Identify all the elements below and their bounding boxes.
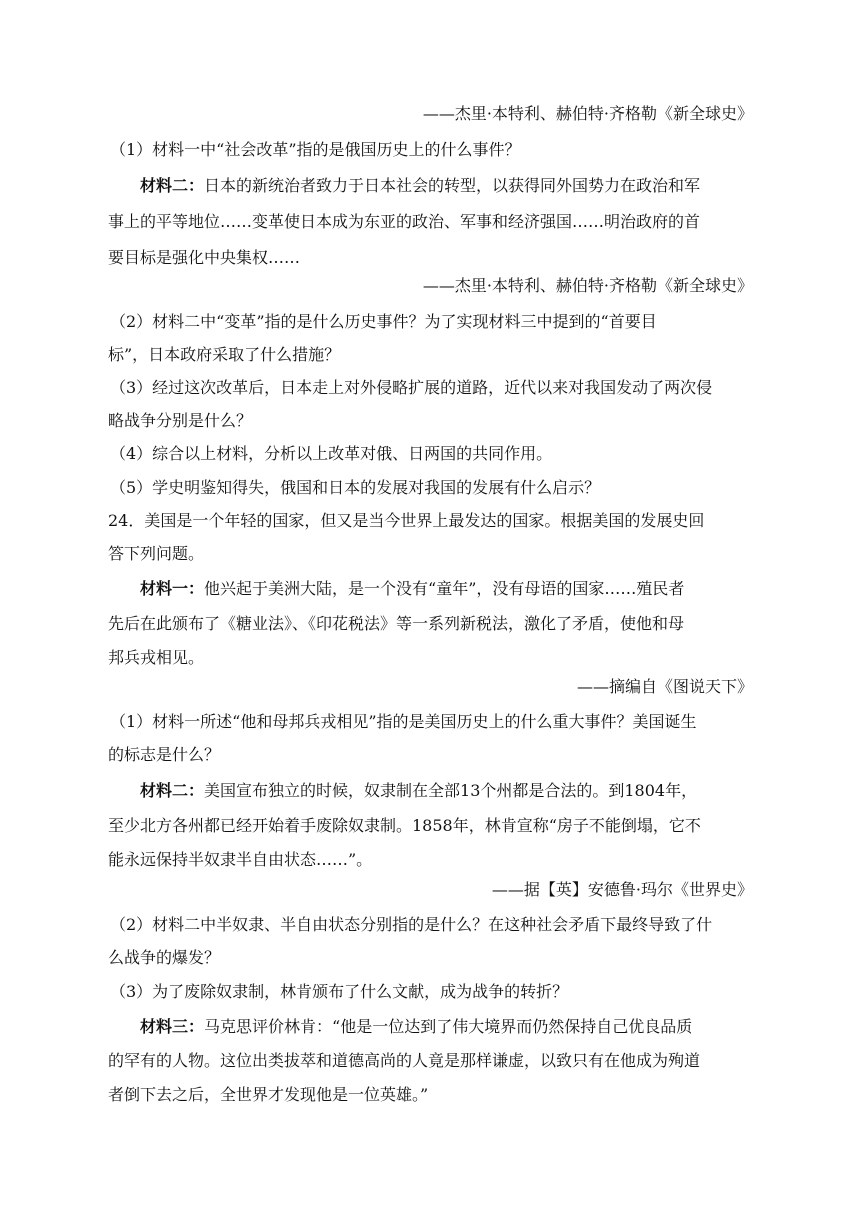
material-paragraph: 邦兵戎相见。 <box>108 648 205 667</box>
question-line: （2）材料二中半奴隶、半自由状态分别指的是什么？在这种社会矛盾下最终导致了什 <box>110 915 713 934</box>
material-paragraph: 材料二：日本的新统治者致力于日本社会的转型，以获得同外国势力在政治和军 <box>140 176 701 195</box>
question-line: （1）材料一所述“他和母邦兵戎相见”指的是美国历史上的什么重大事件？美国诞生 <box>110 712 697 731</box>
question-line: 标”，日本政府采取了什么措施？ <box>108 345 341 364</box>
source-citation: ——据【英】安德鲁·玛尔《世界史》 <box>491 880 753 899</box>
question-stem: 24．美国是一个年轻的国家，但又是当今世界上最发达的国家。根据美国的发展史回 <box>108 511 705 530</box>
material-paragraph: 材料二：美国宣布独立的时候，奴隶制在全部13个州都是合法的。到1804年， <box>140 781 698 800</box>
question-line: （4）综合以上材料，分析以上改革对俄、日两国的共同作用。 <box>110 444 553 463</box>
source-citation: ——杰里·本特利、赫伯特·齐格勒《新全球史》 <box>422 104 753 123</box>
question-stem: 答下列问题。 <box>108 544 205 563</box>
material-paragraph: 要目标是强化中央集权…… <box>108 248 301 267</box>
question-line: （2）材料二中“变革”指的是什么历史事件？为了实现材料三中提到的“首要目 <box>110 312 657 331</box>
material-label: 材料一： <box>140 579 205 598</box>
question-line: （3）为了废除奴隶制，林肯颁布了什么文献，成为战争的转折？ <box>110 982 569 1001</box>
source-citation: ——摘编自《图说天下》 <box>576 677 753 696</box>
question-line: （5）学史明鉴知得失，俄国和日本的发展对我国的发展有什么启示？ <box>110 478 601 497</box>
source-citation: ——杰里·本特利、赫伯特·齐格勒《新全球史》 <box>422 276 753 295</box>
material-label: 材料二： <box>140 781 205 800</box>
question-line: 的标志是什么？ <box>108 745 221 764</box>
material-paragraph: 的罕有的人物。这位出类拔萃和道德高尚的人竟是那样谦虚，以致只有在他成为殉道 <box>108 1051 701 1070</box>
material-paragraph: 能永远保持半奴隶半自由状态……”。 <box>108 850 373 869</box>
material-paragraph: 材料一：他兴起于美洲大陆，是一个没有“童年”，没有母语的国家……殖民者 <box>140 579 685 598</box>
question-line: （1）材料一中“社会改革”指的是俄国历史上的什么事件？ <box>110 140 521 159</box>
material-label: 材料三： <box>140 1017 205 1036</box>
material-paragraph: 者倒下去之后，全世界才发现他是一位英雄。” <box>108 1085 429 1104</box>
material-paragraph: 先后在此颁布了《糖业法》、《印花税法》等一系列新税法，激化了矛盾，使他和母 <box>108 614 685 633</box>
material-paragraph: 事上的平等地位……变革使日本成为东亚的政治、军事和经济强国……明治政府的首 <box>108 212 701 231</box>
question-line: （3）经过这次改革后，日本走上对外侵略扩展的道路，近代以来对我国发动了两次侵 <box>110 378 713 397</box>
material-label: 材料二： <box>140 176 205 195</box>
question-line: 么战争的爆发？ <box>108 948 221 967</box>
question-line: 略战争分别是什么？ <box>108 411 253 430</box>
material-paragraph: 材料三：马克思评价林肯：“他是一位达到了伟大境界而仍然保持自己优良品质 <box>140 1017 693 1036</box>
material-paragraph: 至少北方各州都已经开始着手废除奴隶制。1858年，林肯宣称“房子不能倒塌，它不 <box>108 816 701 835</box>
